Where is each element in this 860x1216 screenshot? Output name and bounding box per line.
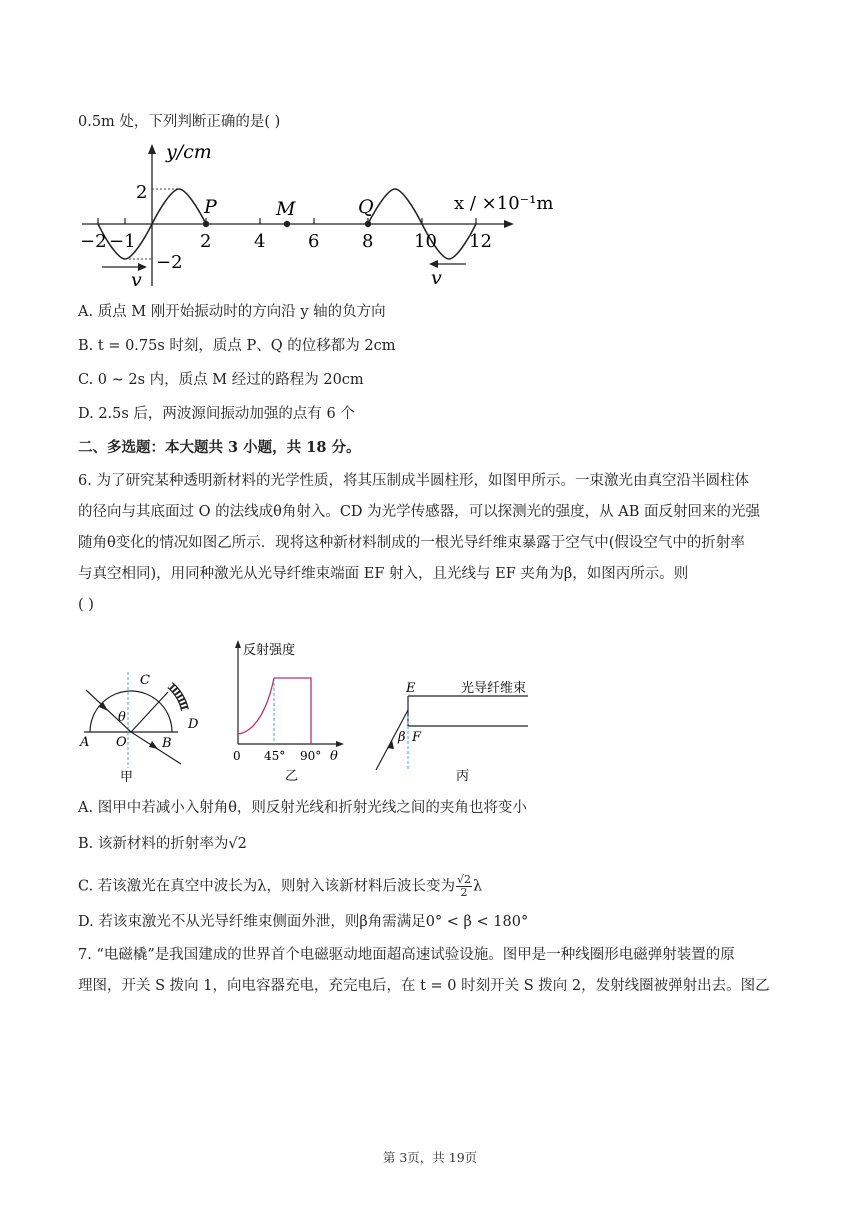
x-tick-label: 2: [200, 231, 212, 252]
point-p-label: P: [204, 196, 217, 218]
x-tick-label: −1: [109, 231, 136, 252]
x-tick-label: −2: [80, 231, 107, 252]
amplitude-negative-label: −2: [156, 252, 183, 273]
bing-fiber-label: 光导纤维束: [461, 681, 527, 696]
amplitude-positive-label: 2: [136, 182, 148, 203]
question-6-stem: [78, 466, 782, 621]
q5-option-d: D. 2.5s 后，两波源间振动加强的点有 6 个: [78, 406, 355, 422]
q5-option-b: B. t = 0.75s 时刻，质点 P、Q 的位移都为 2cm: [78, 338, 396, 354]
jia-label-o: O: [116, 735, 127, 750]
wave-graph: [70, 140, 560, 290]
fraction-numerator: √2: [456, 873, 471, 886]
yi-origin-label: 0: [233, 749, 241, 763]
figure-jia-caption: 甲: [120, 770, 134, 785]
q7-line: 7. “电磁橇”是我国建成的世界首个电磁驱动地面超高速试验设施。图甲是一种线圈形电磁弹射装置的原: [78, 947, 735, 963]
yi-y-axis-label: 反射强度: [243, 643, 296, 658]
jia-label-a: A: [80, 735, 90, 750]
q5-option-a: A. 质点 M 刚开始振动时的方向沿 y 轴的负方向: [78, 304, 386, 320]
q6-option-c: [78, 874, 482, 899]
section-heading: 二、多选题：本大题共 3 小题，共 18 分。: [78, 439, 361, 456]
figure-bing-caption: 丙: [456, 769, 470, 784]
q6-option-b-text: B. 该新材料的折射率为: [78, 836, 229, 852]
jia-label-d: D: [188, 717, 199, 732]
q6-option-d-text: D. 若该束激光不从光导纤维束侧面外泄，则β角需满足: [78, 914, 426, 930]
q6-line: 随角θ变化的情况如图乙所示．现将这种新材料制成的一根光导纤维束暴露于空气中(假设空气中的折射率: [78, 535, 745, 551]
yi-x-axis-label: θ: [330, 749, 338, 764]
x-tick-label: 4: [254, 231, 266, 252]
velocity-left-label: v: [131, 269, 142, 291]
page-footer: 第 3页，共 19页: [382, 1150, 478, 1165]
q7-line: 理图，开关 S 拨向 1，向电容器充电，充完电后，在 t = 0 时刻开关 S 拨向 2，发射线圈被弹射出去。图乙: [78, 978, 770, 994]
q5-option-c: C. 0 ∼ 2s 内，质点 M 经过的路程为 20cm: [78, 372, 364, 388]
q6-option-d: [78, 912, 528, 932]
point-q-label: Q: [358, 196, 374, 218]
point-m-label: M: [276, 198, 296, 220]
jia-label-b: B: [162, 736, 172, 751]
bing-label-e: E: [406, 681, 416, 696]
q6-line: 6. 为了研究某种透明新材料的光学性质，将其压制成半圆柱形，如图甲所示。一束激光由真空沿半圆柱体: [78, 473, 749, 489]
jia-label-theta: θ: [118, 710, 126, 725]
yi-x90-label: 90°: [300, 749, 322, 763]
q6-line: ( ): [78, 597, 94, 613]
x-tick-label: 8: [362, 231, 374, 252]
figure-jia: [78, 664, 198, 788]
x-tick-label: 6: [308, 231, 320, 252]
q6-option-c-fraction: [456, 874, 472, 899]
figure-bing: [368, 678, 538, 788]
fraction-denominator: 2: [460, 886, 468, 899]
question-5-tail: 0.5m 处，下列判断正确的是( ): [78, 114, 281, 130]
question-7-stem: [78, 940, 782, 1002]
q6-line: 与真空相同)，用同种激光从光导纤维束端面 EF 射入，且光线与 EF 夹角为β，如图丙所示。则: [78, 566, 689, 582]
q6-option-b: [78, 834, 247, 854]
jia-label-c: C: [140, 673, 150, 688]
q6-option-d-value: 0° < β < 180°: [425, 914, 529, 930]
point-m-marker: [284, 221, 290, 227]
q6-option-c-text: C. 若该激光在真空中波长为λ，则射入该新材料后波长变为: [78, 878, 455, 895]
q6-option-c-lambda: λ: [473, 878, 483, 895]
x-tick-label: 12: [469, 231, 492, 252]
point-q-marker: [365, 221, 371, 227]
x-tick-label: 10: [414, 231, 437, 252]
point-p-marker: [203, 221, 209, 227]
figure-yi-caption: 乙: [285, 769, 299, 784]
bing-label-f: F: [412, 730, 422, 745]
q6-line: 的径向与其底面过 O 的法线成θ角射入。CD 为光学传感器，可以探测光的强度，从 AB 面反射回来的光强: [78, 504, 761, 520]
velocity-right-label: v: [431, 267, 442, 289]
q6-option-a: A. 图甲中若减小入射角θ，则反射光线和折射光线之间的夹角也将变小: [78, 800, 527, 816]
x-axis-label: x / ×10⁻¹m: [454, 193, 554, 214]
q6-option-b-value: √2: [228, 836, 247, 852]
y-axis-label: y/cm: [166, 141, 212, 163]
figure-yi: [230, 640, 346, 788]
bing-label-beta: β: [398, 730, 406, 745]
yi-x45-label: 45°: [264, 749, 286, 763]
